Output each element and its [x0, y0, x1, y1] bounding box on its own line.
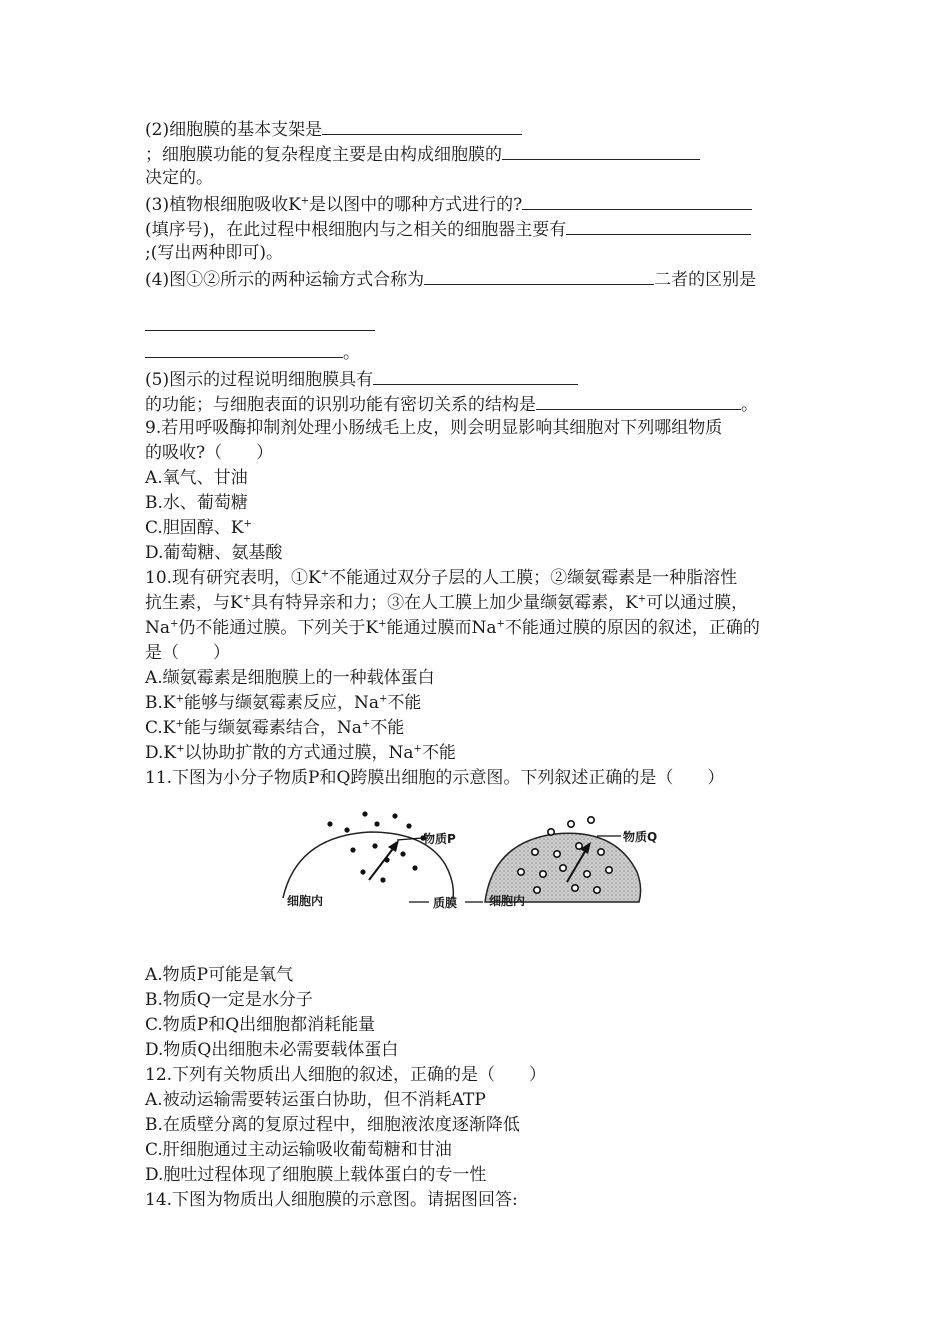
answer-blank[interactable] — [424, 266, 654, 285]
q10-option-a[interactable]: A.缬氨霉素是细胞膜上的一种载体蛋白 — [145, 668, 435, 688]
label-intracellular-right: 细胞内 — [489, 894, 526, 908]
q9-option-a[interactable]: A.氧气、甘油 — [145, 468, 248, 488]
answer-blank[interactable] — [373, 366, 578, 385]
p-leader — [397, 838, 422, 840]
label-intracellular-left: 细胞内 — [287, 894, 324, 908]
answer-blank[interactable] — [536, 391, 741, 410]
q8-part3-line2: (填序号)，在此过程中根细胞内与之相关的细胞器主要有 — [145, 216, 751, 242]
q11-option-c[interactable]: C.物质P和Q出细胞都消耗能量 — [145, 1015, 376, 1035]
q11-membrane-diagram — [275, 802, 685, 922]
label-substance-p: 物质P — [423, 832, 456, 846]
q8-part2-line2: ；细胞膜功能的复杂程度主要是由构成细胞膜的 — [145, 141, 700, 167]
q10-stem-line1: 10.现有研究表明，①K+不能通过双分子层的人工膜；②缬氨霉素是一种脂溶性 — [145, 568, 738, 588]
p-arrow-head — [388, 840, 399, 852]
q8-part4-line3: 。 — [145, 339, 360, 365]
q11-option-a[interactable]: A.物质P可能是氧气 — [145, 965, 294, 985]
q10-stem-line2: 抗生素，与K+具有特异亲和力；③在人工膜上加少量缬氨霉素，K+可以通过膜， — [145, 593, 749, 613]
q12-stem: 12.下列有关物质出人细胞的叙述，正确的是（ ） — [145, 1065, 547, 1085]
q8-part4-line2 — [145, 312, 375, 338]
q11-option-b[interactable]: B.物质Q一定是水分子 — [145, 990, 313, 1010]
q14-stem: 14.下图为物质出人细胞膜的示意图。请据图回答: — [145, 1190, 518, 1210]
q8-part4-line1: (4)图①②所示的两种运输方式合称为 二者的区别是 — [145, 266, 756, 292]
q8-part2-line3: 决定的。 — [145, 168, 213, 188]
q9-option-d[interactable]: D.葡萄糖、氨基酸 — [145, 543, 283, 563]
q11-option-d[interactable]: D.物质Q出细胞未必需要载体蛋白 — [145, 1040, 399, 1060]
answer-blank[interactable] — [322, 116, 522, 135]
q9-option-b[interactable]: B.水、葡萄糖 — [145, 493, 248, 513]
q12-option-c[interactable]: C.肝细胞通过主动运输吸收葡萄糖和甘油 — [145, 1140, 452, 1160]
q10-stem-line3: Na+仍不能通过膜。下列关于K+能通过膜而Na+不能通过膜的原因的叙述，正确的 — [145, 618, 760, 638]
q11-stem: 11.下图为小分子物质P和Q跨膜出细胞的示意图。下列叙述正确的是（ ） — [145, 768, 725, 788]
q12-option-d[interactable]: D.胞吐过程体现了细胞膜上载体蛋白的专一性 — [145, 1165, 487, 1185]
membrane-diagram-svg — [275, 802, 685, 922]
q9-stem-line2: 的吸收?（ ） — [145, 443, 274, 463]
q10-stem-line4: 是（ ） — [145, 643, 230, 663]
q9-stem-line1: 9.若用呼吸酶抑制剂处理小肠绒毛上皮，则会明显影响其细胞对下列哪组物质 — [145, 418, 723, 438]
label-substance-q: 物质Q — [623, 830, 658, 844]
q9-option-c[interactable]: C.胆固醇、K+ — [145, 518, 252, 538]
q8-part3-line3: ;(写出两种即可)。 — [145, 243, 283, 263]
p-arrow — [369, 846, 395, 880]
q10-option-b[interactable]: B.K+能够与缬氨霉素反应，Na+不能 — [145, 693, 422, 713]
answer-blank[interactable] — [522, 191, 752, 210]
substance-p-molecules — [327, 811, 425, 882]
label-membrane: 质膜 — [433, 896, 458, 910]
q10-option-c[interactable]: C.K+能与缬氨霉素结合，Na+不能 — [145, 718, 405, 738]
q10-option-d[interactable]: D.K+以协助扩散的方式通过膜，Na+不能 — [145, 743, 456, 763]
q8-part5-line1: (5)图示的过程说明细胞膜具有 — [145, 366, 578, 392]
answer-blank[interactable] — [145, 339, 343, 358]
q12-option-a[interactable]: A.被动运输需要转运蛋白协助，但不消耗ATP — [145, 1090, 486, 1110]
answer-blank[interactable] — [502, 141, 700, 160]
q12-option-b[interactable]: B.在质壁分离的复原过程中，细胞液浓度逐渐降低 — [145, 1115, 520, 1135]
answer-blank[interactable] — [145, 312, 375, 331]
q8-part5-line2: 的功能；与细胞表面的识别功能有密切关系的结构是 。 — [145, 391, 758, 417]
answer-blank[interactable] — [566, 216, 751, 235]
q8-part2-line1: (2)细胞膜的基本支架是 — [145, 116, 522, 142]
q8-part3-line1: (3)植物根细胞吸收K+是以图中的哪种方式进行的? — [145, 191, 752, 217]
